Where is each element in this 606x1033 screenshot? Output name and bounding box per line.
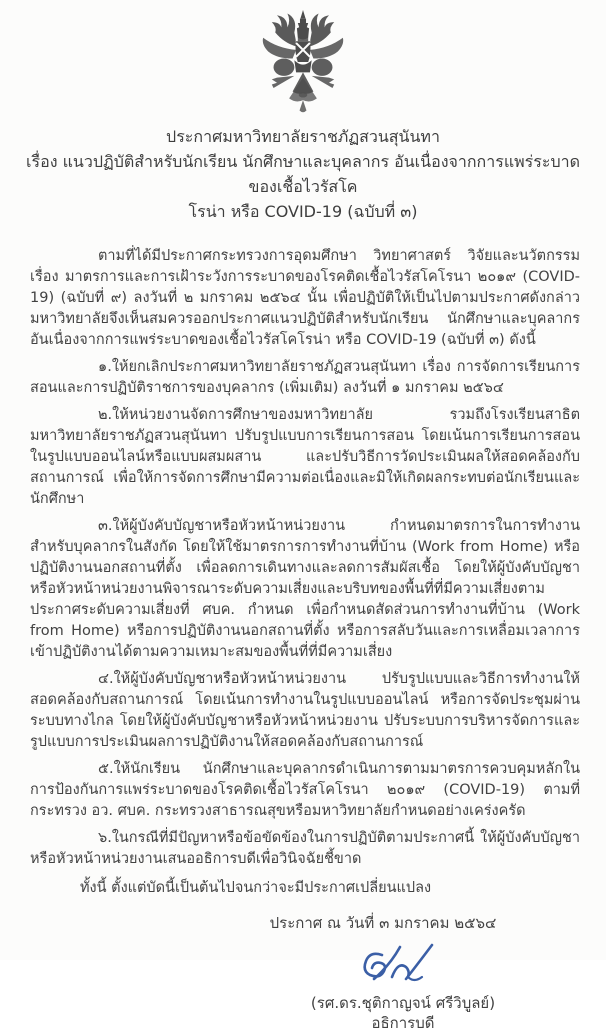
title-line-subject-cont: โรน่า หรือ COVID-19 (ฉบับที่ ๓) [188, 202, 418, 221]
directive-item-2: ๒.ให้หน่วยงานจัดการศึกษาของมหาวิทยาลัย รวมถึงโรงเรียนสาธิตมหาวิทยาลัยราชภัฏสวนสุนันทา ปรับรูปแบบการเรียนการสอน โดยเน้นการเรียนการสอนในรูปแบบออนไลน์หรือแบบผสมผสาน และปรับวิธีการวัดประเมินผลให้สอดคล้องกับสถานการณ์ เพื่อให้การจัดการศึกษามีความต่อเนื่องและมิให้เกิดผลกระทบต่อนักเรียนและนักศึกษา [30, 407, 580, 507]
signer-title: อธิการบดี [371, 1014, 435, 1032]
promulgation-date-line: ประกาศ ณ วันที่ ๓ มกราคม ๒๕๖๔ [269, 914, 497, 932]
signature-icon [348, 937, 458, 993]
signer-name: (รศ.ดร.ชุติกาญจน์ ศรีวิบูลย์) [310, 994, 496, 1012]
title-line-university: ประกาศมหาวิทยาลัยราชภัฏสวนสุนันทา [166, 127, 440, 146]
directive-item-3: ๓.ให้ผู้บังคับบัญชาหรือหัวหน้าหน่วยงาน กำหนดมาตรการในการทำงานสำหรับบุคลากรในสังกัด โดยให้ใช้มาตรการการทำงานที่บ้าน (Work from Home) หรือปฏิบัติงานนอกสถานที่ตั้ง เพื่อลดการเดินทางและลดการสัมผัสเชื้อ โดยให้ผู้บังคับบัญชาหรือหัวหน้าหน่วยงานพิจารณาระดับความเสี่ยงและบริบทของพื้นที่ที่มีความเสี่ยงตามประกาศระดับความเสี่ยงที่ ศบค. กำหนด เพื่อกำหนดสัดส่วนการทำงานที่บ้าน (Work from Home) หรือการปฏิบัติงานนอกสถานที่ตั้ง หรือการสลับวันและการเหลื่อมเวลาการเข้าปฏิบัติงานได้ตามความเหมาะสมของพื้นที่ที่มีความเสี่ยง [30, 518, 580, 660]
signature-block [0, 937, 606, 1033]
directive-item-5: ๕.ให้นักเรียน นักศึกษาและบุคลากรดำเนินการตามมาตรการควบคุมหลักในการป้องกันการแพร่ระบาดของโรคติดเชื้อไวรัสโคโรนา ๒๐๑๙ (COVID-19) ตามที่กระทรวง อว. ศบค. กระทรวงสาธารณสุขหรือมหาวิทยาลัยกำหนดอย่างเคร่งครัด [30, 761, 580, 819]
document-body [0, 246, 606, 899]
intro-paragraph: ตามที่ได้มีประกาศกระทรวงการอุดมศึกษา วิทยาศาสตร์ วิจัยและนวัตกรรม เรื่อง มาตรการและการเฝ้าระวังการระบาดของโรคติดเชื้อไวรัสโคโรนา ๒๐๑๙ (COVID-19) (ฉบับที่ ๙) ลงวันที่ ๒ มกราคม ๒๕๖๔ นั้น เพื่อปฏิบัติให้เป็นไปตามประกาศดังกล่าว มหาวิทยาลัยจึงเห็นสมควรออกประกาศแนวปฏิบัติสำหรับนักเรียน นักศึกษาและบุคลากร อันเนื่องจากการแพร่ระบาดของเชื้อไวรัสโคโรน่า หรือ COVID-19 (ฉบับที่ ๓) ดังนี้ [30, 248, 580, 348]
emblem-container [0, 0, 606, 116]
directive-item-6: ๖.ในกรณีที่มีปัญหาหรือข้อขัดข้องในการปฏิบัติตามประกาศนี้ ให้ผู้บังคับบัญชาหรือหัวหน้าหน่วยงานเสนออธิการบดีเพื่อวินิจฉัยชี้ขาด [30, 830, 580, 867]
directive-item-1: ๑.ให้ยกเลิกประกาศมหาวิทยาลัยราชภัฏสวนสุนันทา เรื่อง การจัดการเรียนการสอนและการปฏิบัติราชการของบุคลากร (เพิ่มเติม) ลงวันที่ ๑ มกราคม ๒๕๖๔ [30, 359, 580, 396]
title-line-subject: เรื่อง แนวปฏิบัติสำหรับนักเรียน นักศึกษาและบุคลากร อันเนื่องจากการแพร่ระบาดของเชื้อไวรัสโค [26, 152, 580, 196]
garuda-emblem-icon [251, 8, 355, 116]
directive-item-4: ๔.ให้ผู้บังคับบัญชาหรือหัวหน้าหน่วยงาน ปรับรูปแบบและวิธีการทำงานให้สอดคล้องกับสถานการณ์ โดยเน้นการทำงานในรูปแบบออนไลน์ หรือการจัดประชุมผ่านระบบทางไกล โดยให้ผู้บังคับบัญชาหรือหัวหน้าหน่วยงาน ปรับระบบการบริหารจัดการและรูปแบบการประเมินผลการปฏิบัติงานให้สอดคล้องกับสถานการณ์ [30, 671, 580, 750]
document-title-block [0, 124, 606, 224]
closing-line: ทั้งนี้ ตั้งแต่บัดนี้เป็นต้นไปจนกว่าจะมีประกาศเปลี่ยนแปลง [80, 880, 432, 896]
